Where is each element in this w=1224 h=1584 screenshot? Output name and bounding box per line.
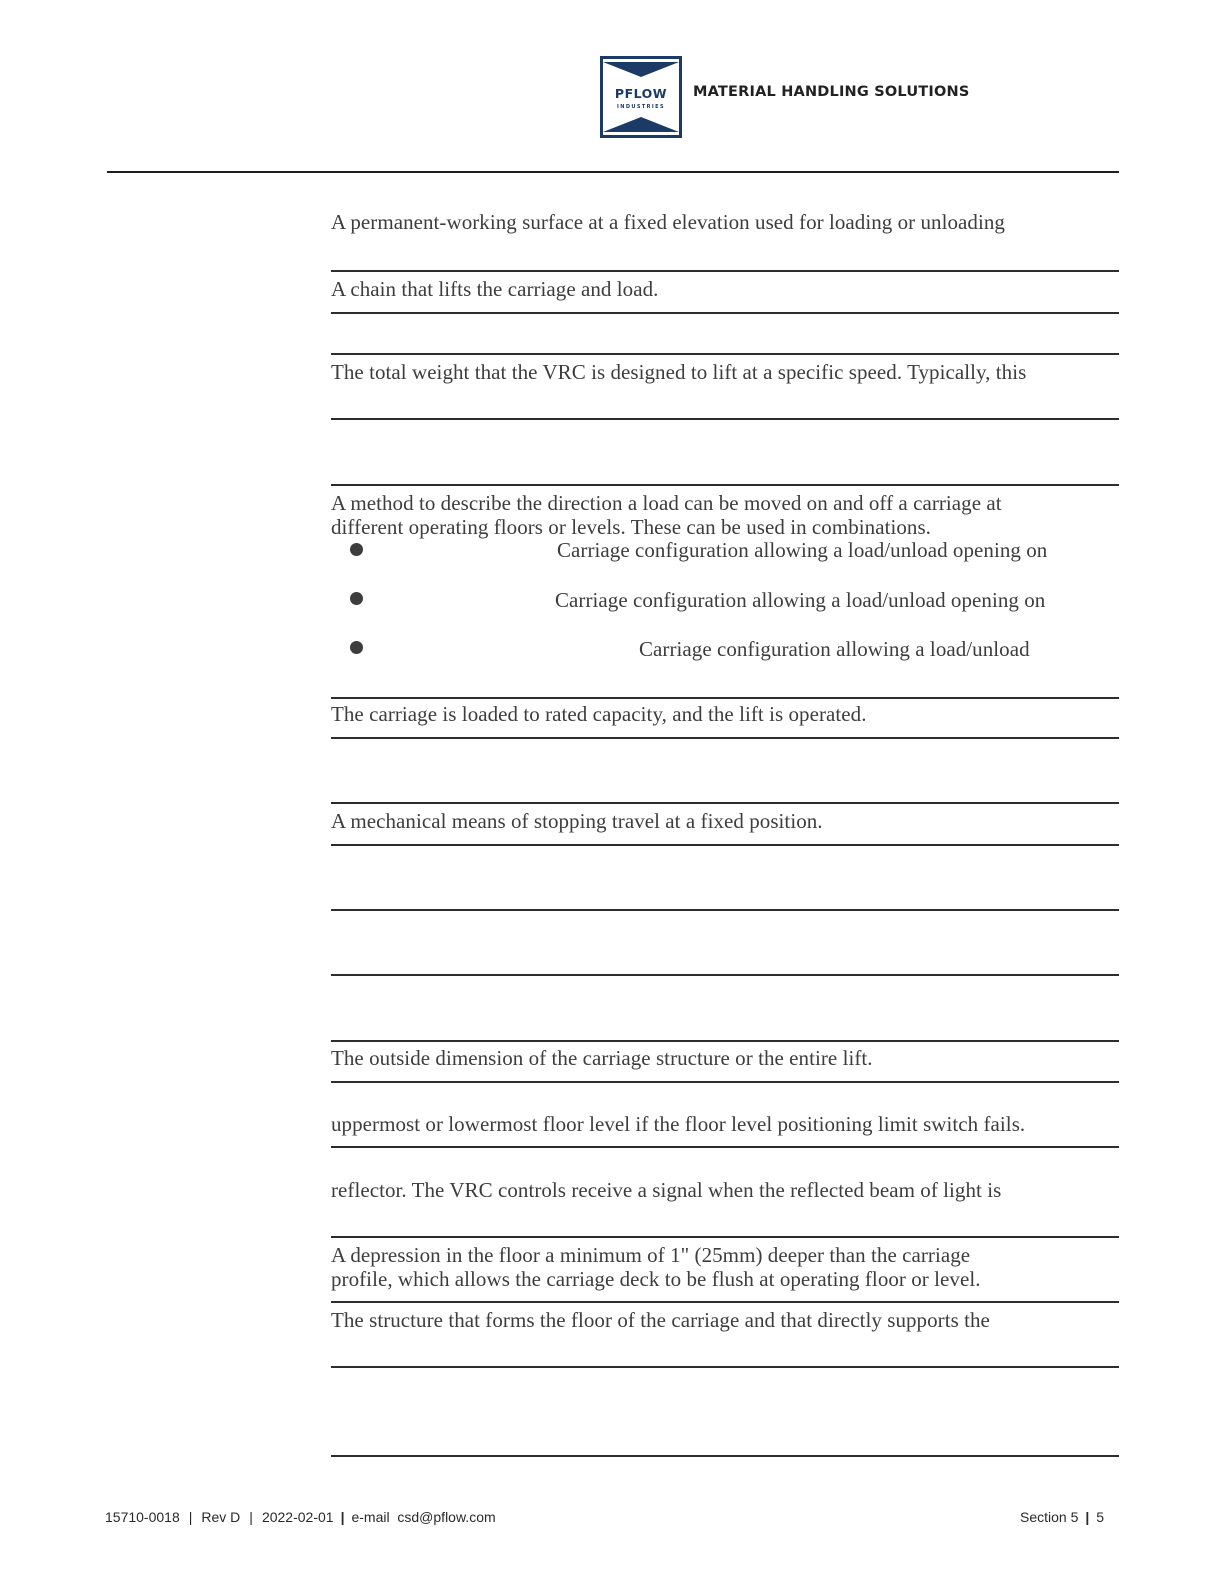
definition-text: The total weight that the VRC is designed to lift at a specific speed. Typically, this: [331, 360, 1027, 384]
answer-line: [331, 484, 1119, 486]
footer-left: 15710-0018 | Rev D | 2022-02-01 | e-mail csd@pflow.com: [105, 1509, 496, 1525]
definition-text: A chain that lifts the carriage and load.: [331, 277, 659, 301]
answer-line: [331, 418, 1119, 420]
logo-wordmark: PFLOW: [614, 86, 668, 101]
answer-line: [331, 270, 1119, 272]
definition-text: The carriage is loaded to rated capacity, and the lift is operated.: [331, 702, 867, 726]
bullet-text: Carriage configuration allowing a load/unload opening on: [557, 538, 1048, 562]
definition-text: different operating floors or levels. These can be used in combinations.: [331, 515, 931, 539]
doc-date: 2022-02-01: [261, 1509, 334, 1525]
answer-line: [331, 1040, 1119, 1042]
answer-line: [331, 353, 1119, 355]
answer-line: [331, 1081, 1119, 1083]
email-link[interactable]: csd@pflow.com: [397, 1509, 496, 1525]
definition-text: reflector. The VRC controls receive a signal when the reflected beam of light is: [331, 1178, 1002, 1202]
answer-line: [331, 1366, 1119, 1368]
logo-subtext: INDUSTRIES: [617, 104, 665, 110]
answer-line: [331, 802, 1119, 804]
footer-right: Section 5 | 5: [1020, 1509, 1105, 1525]
bullet-dot: [350, 592, 363, 605]
revision: Rev D: [201, 1509, 241, 1525]
answer-line: [331, 1455, 1119, 1457]
email-label: e-mail: [351, 1509, 390, 1525]
definition-text: A method to describe the direction a load can be moved on and off a carriage at: [331, 491, 1002, 515]
answer-line: [331, 697, 1119, 699]
bullet-text: Carriage configuration allowing a load/unload opening on: [555, 588, 1046, 612]
definition-text: uppermost or lowermost floor level if the floor level positioning limit switch fails.: [331, 1112, 1026, 1136]
definition-text: The outside dimension of the carriage structure or the entire lift.: [331, 1046, 873, 1070]
answer-line: [331, 844, 1119, 846]
answer-line: [331, 1236, 1119, 1238]
doc-number: 15710-0018: [105, 1509, 180, 1525]
company-tagline: MATERIAL HANDLING SOLUTIONS: [693, 84, 970, 100]
answer-line: [331, 1301, 1119, 1303]
answer-line: [331, 909, 1119, 911]
answer-line: [331, 974, 1119, 976]
definition-text: A permanent-working surface at a fixed elevation used for loading or unloading: [331, 210, 1005, 234]
answer-line: [331, 312, 1119, 314]
header-divider: [107, 171, 1119, 173]
definition-text: A depression in the floor a minimum of 1" (25mm) deeper than the carriage: [331, 1243, 971, 1267]
section-label: Section 5: [1020, 1509, 1079, 1525]
bullet-dot: [350, 641, 363, 654]
answer-line: [331, 737, 1119, 739]
definition-text: The structure that forms the floor of the carriage and that directly supports the: [331, 1308, 990, 1332]
page-number: 5: [1096, 1509, 1105, 1525]
definition-text: profile, which allows the carriage deck to be flush at operating floor or level.: [331, 1267, 981, 1291]
answer-line: [331, 1146, 1119, 1148]
bullet-dot: [350, 543, 363, 556]
definition-text: A mechanical means of stopping travel at a fixed position.: [331, 809, 823, 833]
bullet-text: Carriage configuration allowing a load/unload: [639, 637, 1030, 661]
pflow-logo: [600, 56, 682, 138]
